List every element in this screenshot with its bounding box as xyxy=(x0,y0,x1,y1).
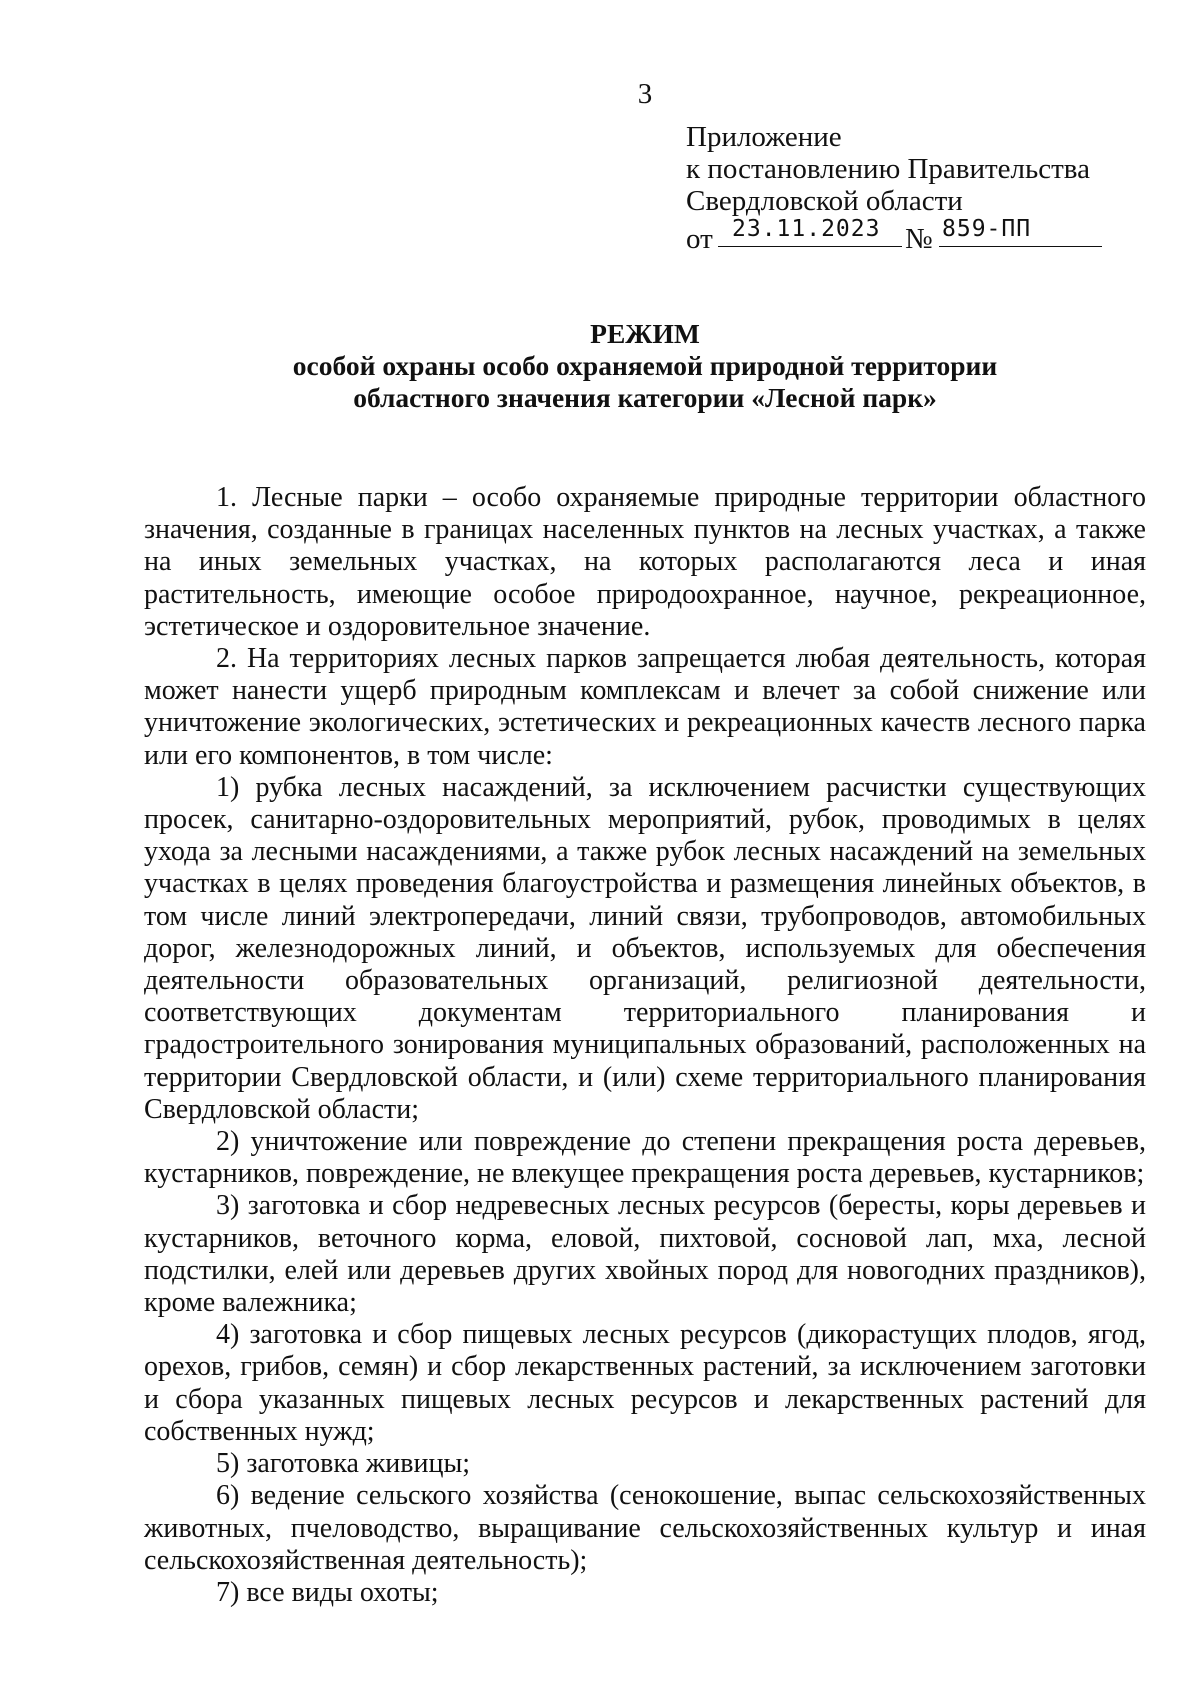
document-body xyxy=(144,482,1146,1609)
number-underline xyxy=(939,246,1102,247)
title-main: РЕЖИМ xyxy=(590,318,700,349)
appendix-region: Свердловской области xyxy=(686,185,963,217)
paragraph-1: 1. Лесные парки – особо охраняемые природные территории областного значения, созданные в границах населенных пунктов на лесных участках, а также на иных земельных участках, на которых располагаются леса и иная растительность, имеющие особое природоохранное, научное, рекреационное, эстетическое и оздоровительное значение. xyxy=(144,482,1146,642)
appendix-block xyxy=(686,121,1090,217)
list-item-3: 3) заготовка и сбор недревесных лесных ресурсов (бересты, коры деревьев и кустарников, веточного корма, еловой, пихтовой, сосновой лап, мха, лесной подстилки, елей или деревьев других хвойных пород для новогодних праздников), кроме валежника; xyxy=(144,1190,1146,1319)
list-item-4: 4) заготовка и сбор пищевых лесных ресурсов (дикорастущих плодов, ягод, орехов, грибов, семян) и сбор лекарственных растений, за исключением заготовки и сбора указанных пищевых лесных ресурсов и лекарственных растений для собственных нужд; xyxy=(144,1319,1146,1447)
paragraph-2: 2. На территориях лесных парков запрещается любая деятельность, которая может нанести ущерб природным комплексам и влечет за собой снижение или уничтожение экологических, эстетических и рекреационных качеств лесного парка или его компонентов, в том числе: xyxy=(144,643,1146,771)
page-number: 3 xyxy=(637,78,653,110)
document-title xyxy=(0,318,1200,414)
resolution-number: 859-ПП xyxy=(942,216,1032,242)
from-label: от xyxy=(686,223,713,255)
appendix-title: Приложение xyxy=(686,121,842,153)
title-line-3: областного значения категории «Лесной парк» xyxy=(353,382,937,413)
list-item-6: 6) ведение сельского хозяйства (сенокошение, выпас сельскохозяйственных животных, пчеловодство, выращивание сельскохозяйственных культур и иная сельскохозяйственная деятельность); xyxy=(144,1480,1146,1576)
title-line-2: особой охраны особо охраняемой природной территории xyxy=(292,350,998,381)
list-item-7: 7) все виды охоты; xyxy=(216,1576,439,1608)
number-label: № xyxy=(905,223,933,255)
resolution-date: 23.11.2023 xyxy=(732,216,881,242)
list-item-2: 2) уничтожение или повреждение до степени прекращения роста деревьев, кустарников, повреждение, не влекущее прекращения роста деревьев, кустарников; xyxy=(144,1126,1146,1190)
resolution-date-number-line xyxy=(686,215,1106,255)
date-underline xyxy=(718,246,902,247)
list-item-1: 1) рубка лесных насаждений, за исключением расчистки существующих просек, санитарно-оздоровительных мероприятий, рубок, проводимых в целях ухода за лесными насаждениями, а также рубок лесных насаждений на земельных участках в целях проведения благоустройства и размещения линейных объектов, в том числе линий электропередачи, линий связи, трубопроводов, автомобильных дорог, железнодорожных линий, и объектов, используемых для обеспечения деятельности образовательных организаций, религиозной деятельности, соответствующих документам территориального планирования и градостроительного зонирования муниципальных образований, расположенных на территории Свердловской области, и (или) схеме территориального планирования Свердловской области; xyxy=(144,771,1146,1125)
appendix-resolution: к постановлению Правительства xyxy=(686,153,1090,185)
list-item-5: 5) заготовка живицы; xyxy=(216,1448,471,1480)
